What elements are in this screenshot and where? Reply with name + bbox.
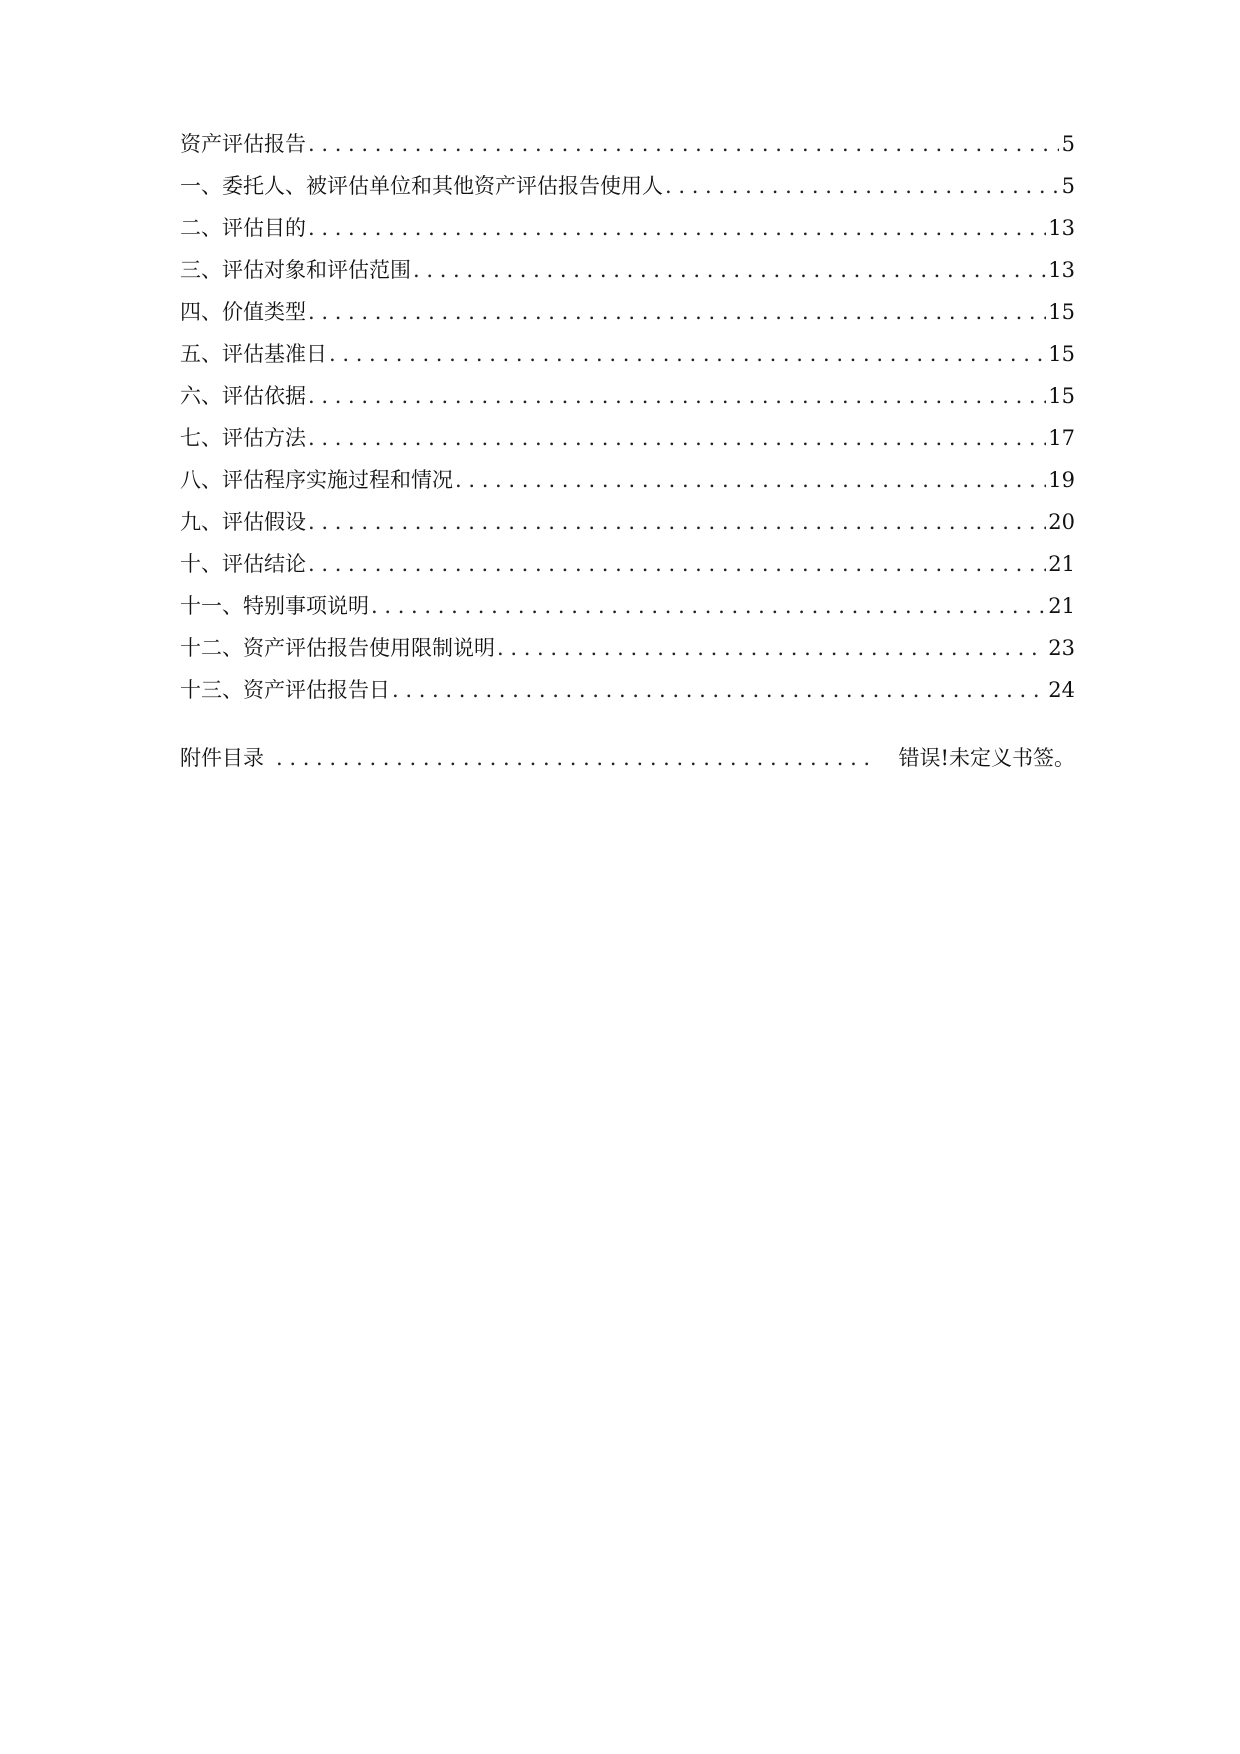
toc-entry-page: 23 — [1048, 636, 1075, 660]
toc-dot-leader — [308, 417, 1046, 459]
toc-dot-leader — [308, 375, 1046, 417]
toc-dot-leader — [371, 585, 1046, 627]
toc-dot-leader — [276, 737, 875, 779]
toc-entry-title: 三、评估对象和评估范围 — [180, 258, 411, 282]
toc-entry[interactable] — [180, 207, 1075, 249]
toc-entry-page: 24 — [1048, 678, 1075, 702]
toc-entry-page: 17 — [1048, 426, 1075, 450]
toc-entry-title: 资产评估报告 — [180, 132, 306, 156]
toc-entry-page: 13 — [1048, 216, 1075, 240]
toc-entry-page: 15 — [1048, 384, 1075, 408]
toc-entry[interactable] — [180, 123, 1075, 165]
toc-dot-leader — [308, 501, 1046, 543]
toc-entry-title: 二、评估目的 — [180, 216, 306, 240]
toc-dot-leader — [392, 669, 1046, 711]
toc-entry-title: 四、价值类型 — [180, 300, 306, 324]
toc-entry-title: 六、评估依据 — [180, 384, 306, 408]
toc-entry[interactable] — [180, 333, 1075, 375]
toc-dot-leader — [497, 627, 1046, 669]
toc-dot-leader — [308, 543, 1046, 585]
toc-dot-leader — [308, 291, 1046, 333]
toc-entry-title: 九、评估假设 — [180, 510, 306, 534]
toc-entry[interactable] — [180, 417, 1075, 459]
toc-dot-leader — [308, 207, 1046, 249]
toc-entry-page: 20 — [1048, 510, 1075, 534]
toc-entry[interactable] — [180, 501, 1075, 543]
toc-entry-page: 5 — [1061, 174, 1075, 198]
toc-entry-title: 五、评估基准日 — [180, 342, 327, 366]
toc-appendix-page: 错误!未定义书签。 — [898, 746, 1075, 770]
toc-appendix-title: 附件目录 — [180, 746, 264, 770]
toc-entry-title: 一、委托人、被评估单位和其他资产评估报告使用人 — [180, 174, 663, 198]
toc-entry[interactable] — [180, 291, 1075, 333]
toc-entry-title: 十、评估结论 — [180, 552, 306, 576]
toc-dot-leader — [455, 459, 1046, 501]
toc-entry-page: 21 — [1048, 594, 1075, 618]
toc-entry[interactable] — [180, 249, 1075, 291]
toc-entry-page: 5 — [1061, 132, 1075, 156]
toc-entry-title: 十一、特别事项说明 — [180, 594, 369, 618]
table-of-contents — [180, 123, 1075, 711]
toc-entry[interactable] — [180, 165, 1075, 207]
toc-entry[interactable] — [180, 585, 1075, 627]
toc-entry-page: 13 — [1048, 258, 1075, 282]
toc-entry[interactable] — [180, 375, 1075, 417]
toc-entry-page: 15 — [1048, 300, 1075, 324]
toc-entry[interactable] — [180, 627, 1075, 669]
toc-entry-title: 十三、资产评估报告日 — [180, 678, 390, 702]
toc-dot-leader — [329, 333, 1046, 375]
toc-entry-title: 八、评估程序实施过程和情况 — [180, 468, 453, 492]
toc-entry-title: 十二、资产评估报告使用限制说明 — [180, 636, 495, 660]
toc-appendix-entry[interactable] — [180, 737, 1075, 779]
toc-dot-leader — [665, 165, 1059, 207]
toc-entry[interactable] — [180, 669, 1075, 711]
toc-entry-page: 21 — [1048, 552, 1075, 576]
toc-dot-leader — [308, 123, 1059, 165]
toc-dot-leader — [413, 249, 1046, 291]
toc-entry-page: 19 — [1048, 468, 1075, 492]
toc-entry-title: 七、评估方法 — [180, 426, 306, 450]
toc-entry-page: 15 — [1048, 342, 1075, 366]
toc-entry[interactable] — [180, 543, 1075, 585]
toc-entry[interactable] — [180, 459, 1075, 501]
